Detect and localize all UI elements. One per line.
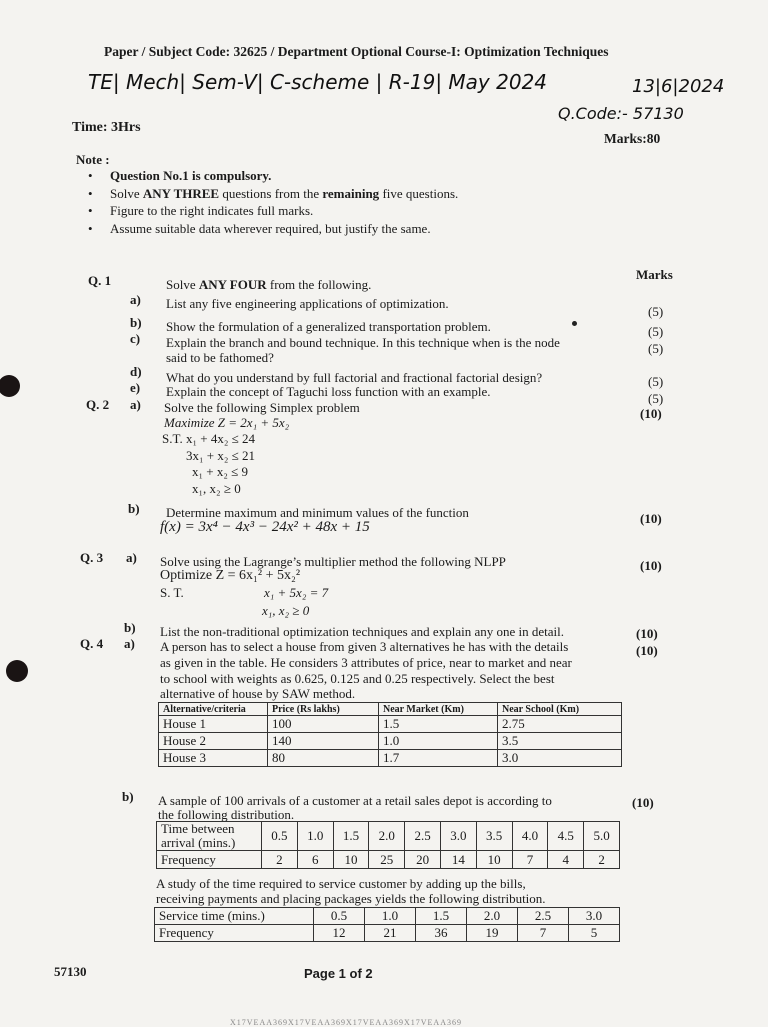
table-cell: 1.5 xyxy=(333,822,369,851)
exam-duration: Time: 3Hrs xyxy=(72,120,141,135)
q2a-constraint-3: x₁ + x₂ ≤ 9 xyxy=(192,464,249,479)
q3a-constraint-2: x₁, x₂ ≥ 0 xyxy=(262,603,310,618)
table-cell: 2.5 xyxy=(405,822,441,851)
q1b-marks: (5) xyxy=(648,324,664,339)
q3a-text: Solve using the Lagrange’s multiplier method the following NLPP xyxy=(160,554,506,569)
marks-heading: Marks xyxy=(636,267,673,282)
arrival-distribution-table xyxy=(156,821,620,869)
q2a-objective: Maximize Z = 2x₁ + 5x₂ xyxy=(164,415,290,430)
q1d-text: What do you understand by full factorial and fractional factorial design? xyxy=(166,370,543,385)
q1-intro: Solve ANY FOUR from the following. xyxy=(166,277,372,292)
q1a-text: List any five engineering applications of optimization. xyxy=(166,296,449,311)
table-row xyxy=(155,908,620,925)
q4a-line-3: to school with weights as 0.625, 0.125 and 0.25 respectively. Select the best xyxy=(160,671,555,686)
q3-number: Q. 3 xyxy=(80,550,104,565)
table-row-label: Frequency xyxy=(157,851,262,869)
table-cell: 2.5 xyxy=(518,908,569,925)
punch-hole-top xyxy=(0,375,20,397)
table-row-label: Service time (mins.) xyxy=(155,908,314,925)
table-cell: 2.75 xyxy=(498,716,622,733)
table-row xyxy=(155,925,620,942)
q4a-line-1: A person has to select a house from given 3 alternatives he has with the details xyxy=(160,639,569,654)
q1c-text-line1: Explain the branch and bound technique. In this technique when is the node xyxy=(166,335,560,350)
q2b-label: b) xyxy=(128,501,140,516)
pen-mark xyxy=(572,321,577,326)
table-cell: 3.0 xyxy=(569,908,620,925)
table-cell: 5 xyxy=(569,925,620,942)
q4b-line-3: A study of the time required to service customer by adding up the bills, xyxy=(156,876,526,891)
q3a-marks: (10) xyxy=(640,558,662,573)
table-cell: 2.0 xyxy=(369,822,405,851)
handwritten-question-code: Q.Code:- 57130 xyxy=(558,104,684,123)
q1b-text: Show the formulation of a generalized transportation problem. xyxy=(166,319,491,334)
q4-number: Q. 4 xyxy=(80,636,104,651)
table-cell: 3.0 xyxy=(498,750,622,767)
q3a-st: S. T. xyxy=(160,585,184,600)
table-cell: 1.7 xyxy=(379,750,498,767)
table-cell: House 3 xyxy=(159,750,268,767)
table-cell: 25 xyxy=(369,851,405,869)
footer-scan-id: X17VEAA369X17VEAA369X17VEAA369X17VEAA369 xyxy=(230,1018,462,1027)
table-row-label: Time between arrival (mins.) xyxy=(157,822,262,851)
q2a-constraint-2: 3x₁ + x₂ ≤ 21 xyxy=(186,448,256,463)
q2-number: Q. 2 xyxy=(86,397,110,412)
q1e-label: e) xyxy=(130,380,141,395)
q2b-function: f(x) = 3x⁴ − 4x³ − 24x² + 48x + 15 xyxy=(160,519,370,535)
table-cell: 0.5 xyxy=(314,908,365,925)
q2b-marks: (10) xyxy=(640,511,662,526)
table-cell: 1.0 xyxy=(365,908,416,925)
q3b-label: b) xyxy=(124,620,136,635)
handwritten-course-info: TE| Mech| Sem-V| C-scheme | R-19| May 2024 xyxy=(88,70,548,94)
handwritten-exam-date: 13|6|2024 xyxy=(632,76,725,97)
table-cell: 7 xyxy=(518,925,569,942)
table-row xyxy=(159,750,622,767)
q4a-label: a) xyxy=(124,636,135,651)
table-header: Near School (Km) xyxy=(498,703,622,716)
q4a-line-4: alternative of house by SAW method. xyxy=(160,686,356,701)
q4a-line-2: as given in the table. He considers 3 attributes of price, near to market and near xyxy=(160,655,572,670)
table-cell: 0.5 xyxy=(262,822,298,851)
table-cell: 5.0 xyxy=(584,822,620,851)
table-cell: 100 xyxy=(268,716,379,733)
q1d-marks: (5) xyxy=(648,374,664,389)
table-header: Price (Rs lakhs) xyxy=(268,703,379,716)
table-cell: 2.0 xyxy=(467,908,518,925)
note-item: • Assume suitable data wherever required, but justify the same. xyxy=(88,220,431,236)
table-header: Alternative/criteria xyxy=(159,703,268,716)
table-cell: 1.0 xyxy=(297,822,333,851)
q1d-label: d) xyxy=(130,364,142,379)
table-cell: 140 xyxy=(268,733,379,750)
table-cell: 10 xyxy=(333,851,369,869)
table-cell: 1.5 xyxy=(379,716,498,733)
table-header: Near Market (Km) xyxy=(379,703,498,716)
table-cell: 3.0 xyxy=(440,822,476,851)
punch-hole-bottom xyxy=(6,660,28,682)
q1c-label: c) xyxy=(130,331,141,346)
table-cell: 1.0 xyxy=(379,733,498,750)
q1-number: Q. 1 xyxy=(88,273,112,288)
saw-house-table xyxy=(158,702,622,767)
page-number: Page 1 of 2 xyxy=(304,966,373,981)
table-cell: 2 xyxy=(262,851,298,869)
table-cell: 4 xyxy=(548,851,584,869)
table-cell: House 1 xyxy=(159,716,268,733)
q1a-marks: (5) xyxy=(648,304,664,319)
table-cell: 36 xyxy=(416,925,467,942)
table-cell: 4.5 xyxy=(548,822,584,851)
q4b-line-4: receiving payments and placing packages yields the following distribution. xyxy=(156,891,546,906)
q3a-constraint-1: x₁ + 5x₂ = 7 xyxy=(264,585,329,600)
q2a-label: a) xyxy=(130,397,141,412)
footer-paper-code: 57130 xyxy=(54,964,87,979)
table-cell: 80 xyxy=(268,750,379,767)
q3a-objective: Optimize Z = 6x₁² + 5x₂² xyxy=(160,568,301,583)
note-list xyxy=(86,168,458,238)
q1c-text-line2: said to be fathomed? xyxy=(166,350,274,365)
table-cell: 12 xyxy=(314,925,365,942)
paper-subject-line: Paper / Subject Code: 32625 / Department Optional Course-I: Optimization Techniques xyxy=(104,44,609,59)
table-cell: 21 xyxy=(365,925,416,942)
q1b-label: b) xyxy=(130,315,142,330)
table-cell: 10 xyxy=(476,851,512,869)
table-cell: 7 xyxy=(512,851,548,869)
q4b-line-1: A sample of 100 arrivals of a customer at a retail sales depot is according to xyxy=(158,793,552,808)
q1a-label: a) xyxy=(130,292,141,307)
table-row xyxy=(159,716,622,733)
table-cell: 1.5 xyxy=(416,908,467,925)
q2b-text: Determine maximum and minimum values of the function xyxy=(166,505,469,520)
table-row xyxy=(157,851,620,869)
q3b-text: List the non-traditional optimization techniques and explain any one in detail. xyxy=(160,624,564,639)
table-cell: 2 xyxy=(584,851,620,869)
q2a-constraint-4: x₁, x₂ ≥ 0 xyxy=(192,481,241,496)
note-item: • Question No.1 is compulsory. xyxy=(88,168,272,183)
q2a-constraint-1: S.T. x₁ + 4x₂ ≤ 24 xyxy=(162,431,255,446)
table-row xyxy=(157,822,620,851)
table-cell: 20 xyxy=(405,851,441,869)
total-marks: Marks:80 xyxy=(604,131,661,146)
table-cell: 4.0 xyxy=(512,822,548,851)
q1e-marks: (5) xyxy=(648,391,664,406)
q4b-marks: (10) xyxy=(632,795,654,810)
q2a-text: Solve the following Simplex problem xyxy=(164,400,360,415)
table-row xyxy=(159,733,622,750)
table-cell: 19 xyxy=(467,925,518,942)
q1e-text: Explain the concept of Taguchi loss function with an example. xyxy=(166,384,491,399)
table-cell: House 2 xyxy=(159,733,268,750)
q3b-marks: (10) xyxy=(636,626,658,641)
service-time-table xyxy=(154,907,620,942)
table-cell: 14 xyxy=(440,851,476,869)
note-item: • Figure to the right indicates full marks. xyxy=(88,203,314,218)
note-item: • Solve ANY THREE questions from the remaining five questions. xyxy=(88,185,459,201)
q4b-label: b) xyxy=(122,789,134,804)
table-cell: 3.5 xyxy=(476,822,512,851)
note-title: Note : xyxy=(76,152,110,167)
table-cell: 3.5 xyxy=(498,733,622,750)
q3a-label: a) xyxy=(126,550,137,565)
table-cell: 6 xyxy=(297,851,333,869)
q4a-marks: (10) xyxy=(636,643,658,658)
q2a-marks: (10) xyxy=(640,406,662,421)
q1c-marks: (5) xyxy=(648,341,664,356)
q4b-line-2: the following distribution. xyxy=(158,807,295,822)
table-row-label: Frequency xyxy=(155,925,314,942)
